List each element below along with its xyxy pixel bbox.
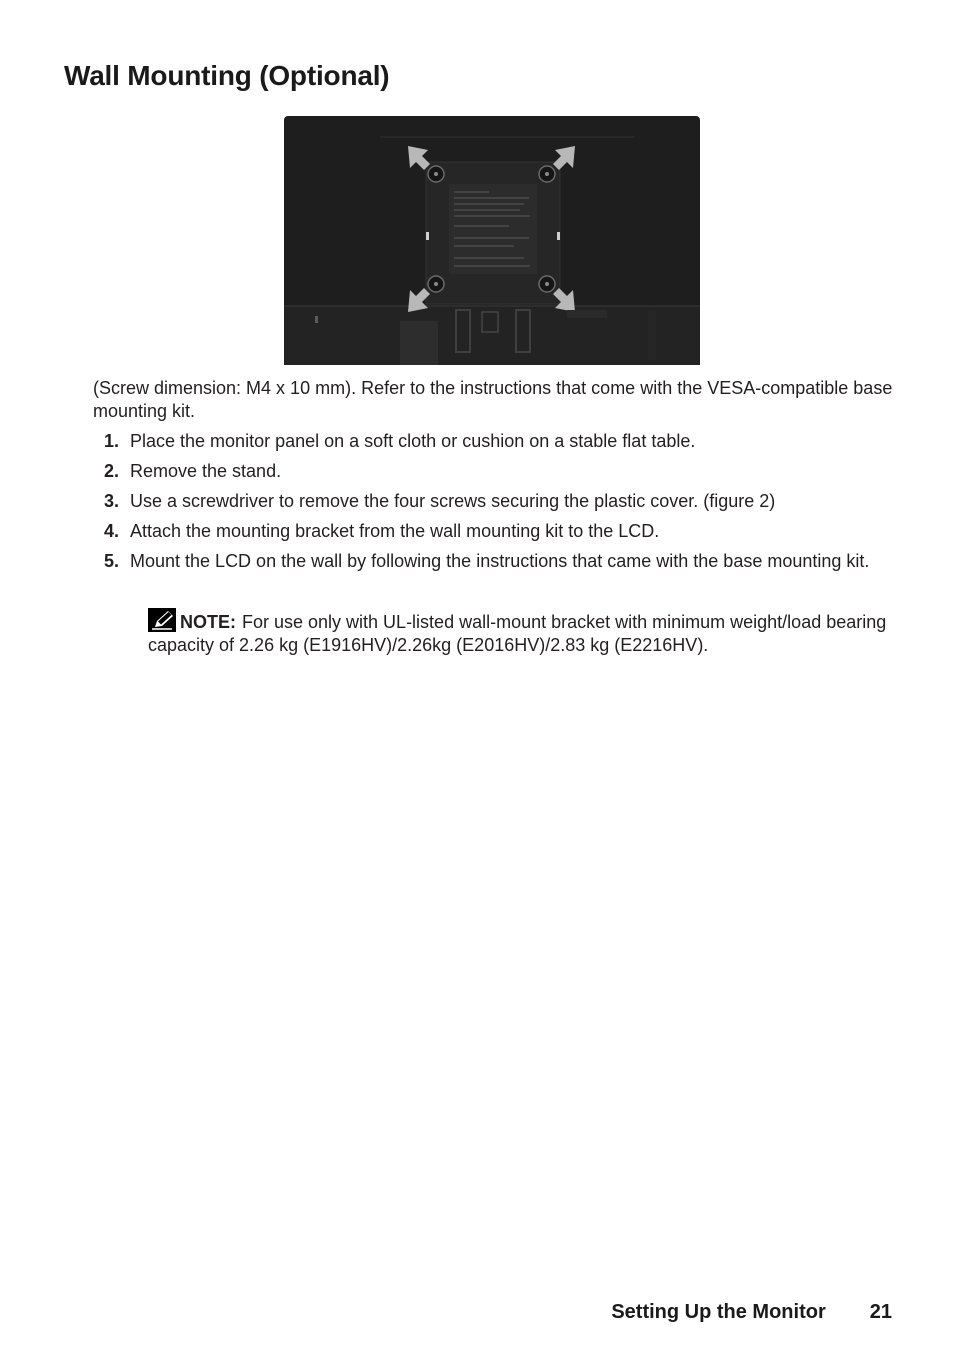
- note-label: NOTE:: [180, 612, 236, 632]
- steps-list: [93, 430, 893, 573]
- intro-paragraph: (Screw dimension: M4 x 10 mm). Refer to the instructions that come with the VESA-compatible base mounting kit.: [93, 378, 893, 421]
- pencil-note-icon: [148, 608, 176, 632]
- step-text: Mount the LCD on the wall by following the instructions that came with the base mounting kit.: [130, 551, 870, 571]
- list-item: [93, 550, 893, 573]
- step-number: 2.: [104, 461, 120, 481]
- list-item: [93, 520, 893, 543]
- step-number: 3.: [104, 491, 120, 511]
- step-number: 1.: [104, 431, 120, 451]
- page-footer: [611, 1297, 892, 1327]
- step-text: Remove the stand.: [130, 461, 282, 481]
- list-item: [93, 460, 893, 483]
- step-text: Use a screwdriver to remove the four screws securing the plastic cover. (figure 2): [130, 491, 776, 511]
- note-block: [148, 608, 888, 657]
- list-item: [93, 430, 893, 453]
- step-number: 5.: [104, 551, 120, 571]
- monitor-back-figure: [284, 116, 700, 365]
- step-text: Attach the mounting bracket from the wall mounting kit to the LCD.: [130, 521, 660, 541]
- step-number: 4.: [104, 521, 120, 541]
- note-text: For use only with UL-listed wall-mount bracket with minimum weight/load bearing capacity of 2.26 kg (E1916HV)/2.26kg (E2016HV)/2.83 kg (E2216HV).: [148, 612, 887, 655]
- footer-section-title: Setting Up the Monitor: [611, 1301, 826, 1323]
- list-item: [93, 490, 893, 513]
- page-title: Wall Mounting (Optional): [64, 60, 390, 91]
- step-text: Place the monitor panel on a soft cloth or cushion on a stable flat table.: [130, 431, 696, 451]
- page-number: 21: [869, 1301, 892, 1323]
